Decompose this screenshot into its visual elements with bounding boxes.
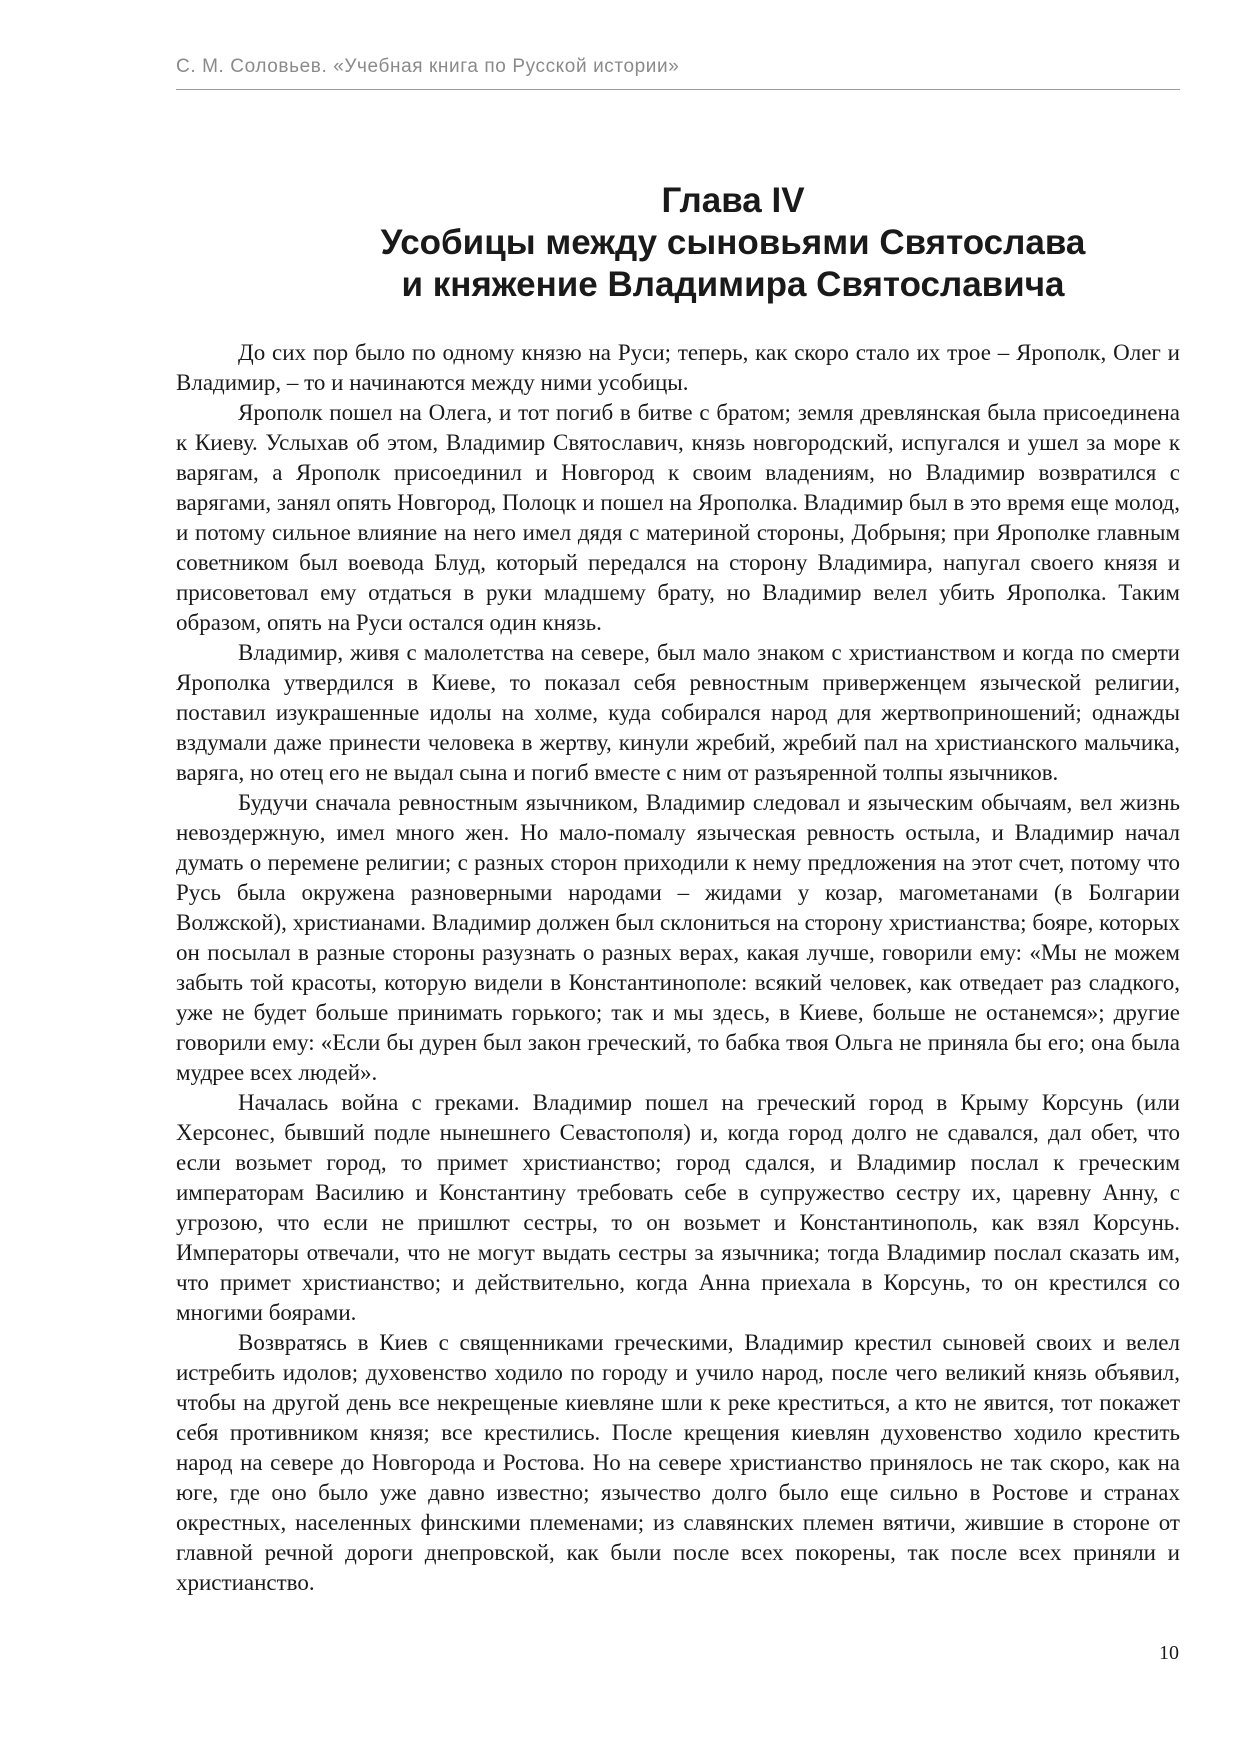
paragraph: Началась война с греками. Владимир пошел на греческий город в Крыму Корсунь (или Херсонес, бывший подле нынешнего Севастополя) и, когда город долго не сдавался, дал обет, что если возьмет город, то примет христианство; город сдался, и Владимир послал к греческим императорам Василию и Константину требовать себе в супружество сестру их, царевну Анну, с угрозою, что если не пришлют сестры, то он возьмет и Константинополь, как взял Корсунь. Императоры отвечали, что не могут выдать сестры за язычника; тогда Владимир послал сказать им, что примет христианство; и действительно, когда Анна приехала в Корсунь, то он крестился со многими боярами. (176, 1090, 1180, 1325)
paragraph: Ярополк пошел на Олега, и тот погиб в битве с братом; земля древлянская была присоединена к Киеву. Услыхав об этом, Владимир Святославич, князь новгородский, испугался и ушел за море к варягам, а Ярополк присоединил и Новгород к своим владениям, но Владимир возвратился с варягами, занял опять Новгород, Полоцк и пошел на Ярополка. Владимир был в это время еще молод, и потому сильное влияние на него имел дядя с материной стороны, Добрыня; при Ярополке главным советником был воевода Блуд, который передался на сторону Владимира, напугал своего князя и присоветовал ему отдаться в руки младшему брату, но Владимир велел убить Ярополка. Таким образом, опять на Руси остался один князь. (176, 400, 1180, 635)
chapter-heading (176, 180, 1180, 306)
paragraph: Владимир, живя с малолетства на севере, был мало знаком с христианством и когда по смерти Ярополка утвердился в Киеве, то показал себя ревностным приверженцем языческой религии, поставил изукрашенные идолы на холме, куда собирался народ для жертвоприношений; однажды вздумали даже принести человека в жертву, кинули жребий, жребий пал на христианского мальчика, варяга, но отец его не выдал сына и погиб вместе с ним от разъяренной толпы язычников. (176, 640, 1180, 785)
chapter-title-line-2: и княжение Владимира Святославича (401, 265, 1065, 304)
chapter-title-line-1: Усобицы между сыновьями Святослава (380, 223, 1086, 262)
running-header: С. М. Соловьев. «Учебная книга по Русской истории» (176, 56, 680, 77)
paragraph: Возвратясь в Киев с священниками греческими, Владимир крестил сыновей своих и велел истребить идолов; духовенство ходило по городу и учило народ, после чего великий князь объявил, чтобы на другой день все некрещеные киевляне шли к реке креститься, а кто не явится, тот покажет себя противником князя; все крестились. После крещения киевлян духовенство ходило крестить народ на севере до Новгорода и Ростова. Но на севере христианство принялось не так скоро, как на юге, где оно было уже давно известно; язычество долго было еще сильно в Ростове и странах окрестных, населенных финскими племенами; из славянских племен вятичи, жившие в стороне от главной речной дороги днепровской, как были после всех покорены, так после всех приняли и христианство. (176, 1330, 1180, 1595)
header-divider (176, 89, 1180, 90)
paragraph: Будучи сначала ревностным язычником, Владимир следовал и языческим обычаям, вел жизнь невоздержную, имел много жен. Но мало-помалу языческая ревность остыла, и Владимир начал думать о перемене религии; с разных сторон приходили к нему предложения на этот счет, потому что Русь была окружена разноверными народами – жидами у козар, магометанами (в Болгарии Волжской), христианами. Владимир должен был склониться на сторону христианства; бояре, которых он посылал в разные стороны разузнать о разных верах, какая лучше, говорили ему: «Мы не можем забыть той красоты, которую видели в Константинополе: всякий человек, как отведает раз сладкого, уже не будет больше принимать горького; так и мы здесь, в Киеве, больше не останемся»; другие говорили ему: «Если бы дурен был закон греческий, то бабка твоя Ольга не приняла бы его; она была мудрее всех людей». (176, 790, 1180, 1085)
chapter-body (176, 338, 1180, 1598)
page-number: 10 (1159, 1642, 1179, 1664)
chapter-number: Глава IV (661, 181, 805, 220)
paragraph: До сих пор было по одному князю на Руси; теперь, как скоро стало их трое – Ярополк, Олег и Владимир, – то и начинаются между ними усобицы. (176, 340, 1180, 395)
